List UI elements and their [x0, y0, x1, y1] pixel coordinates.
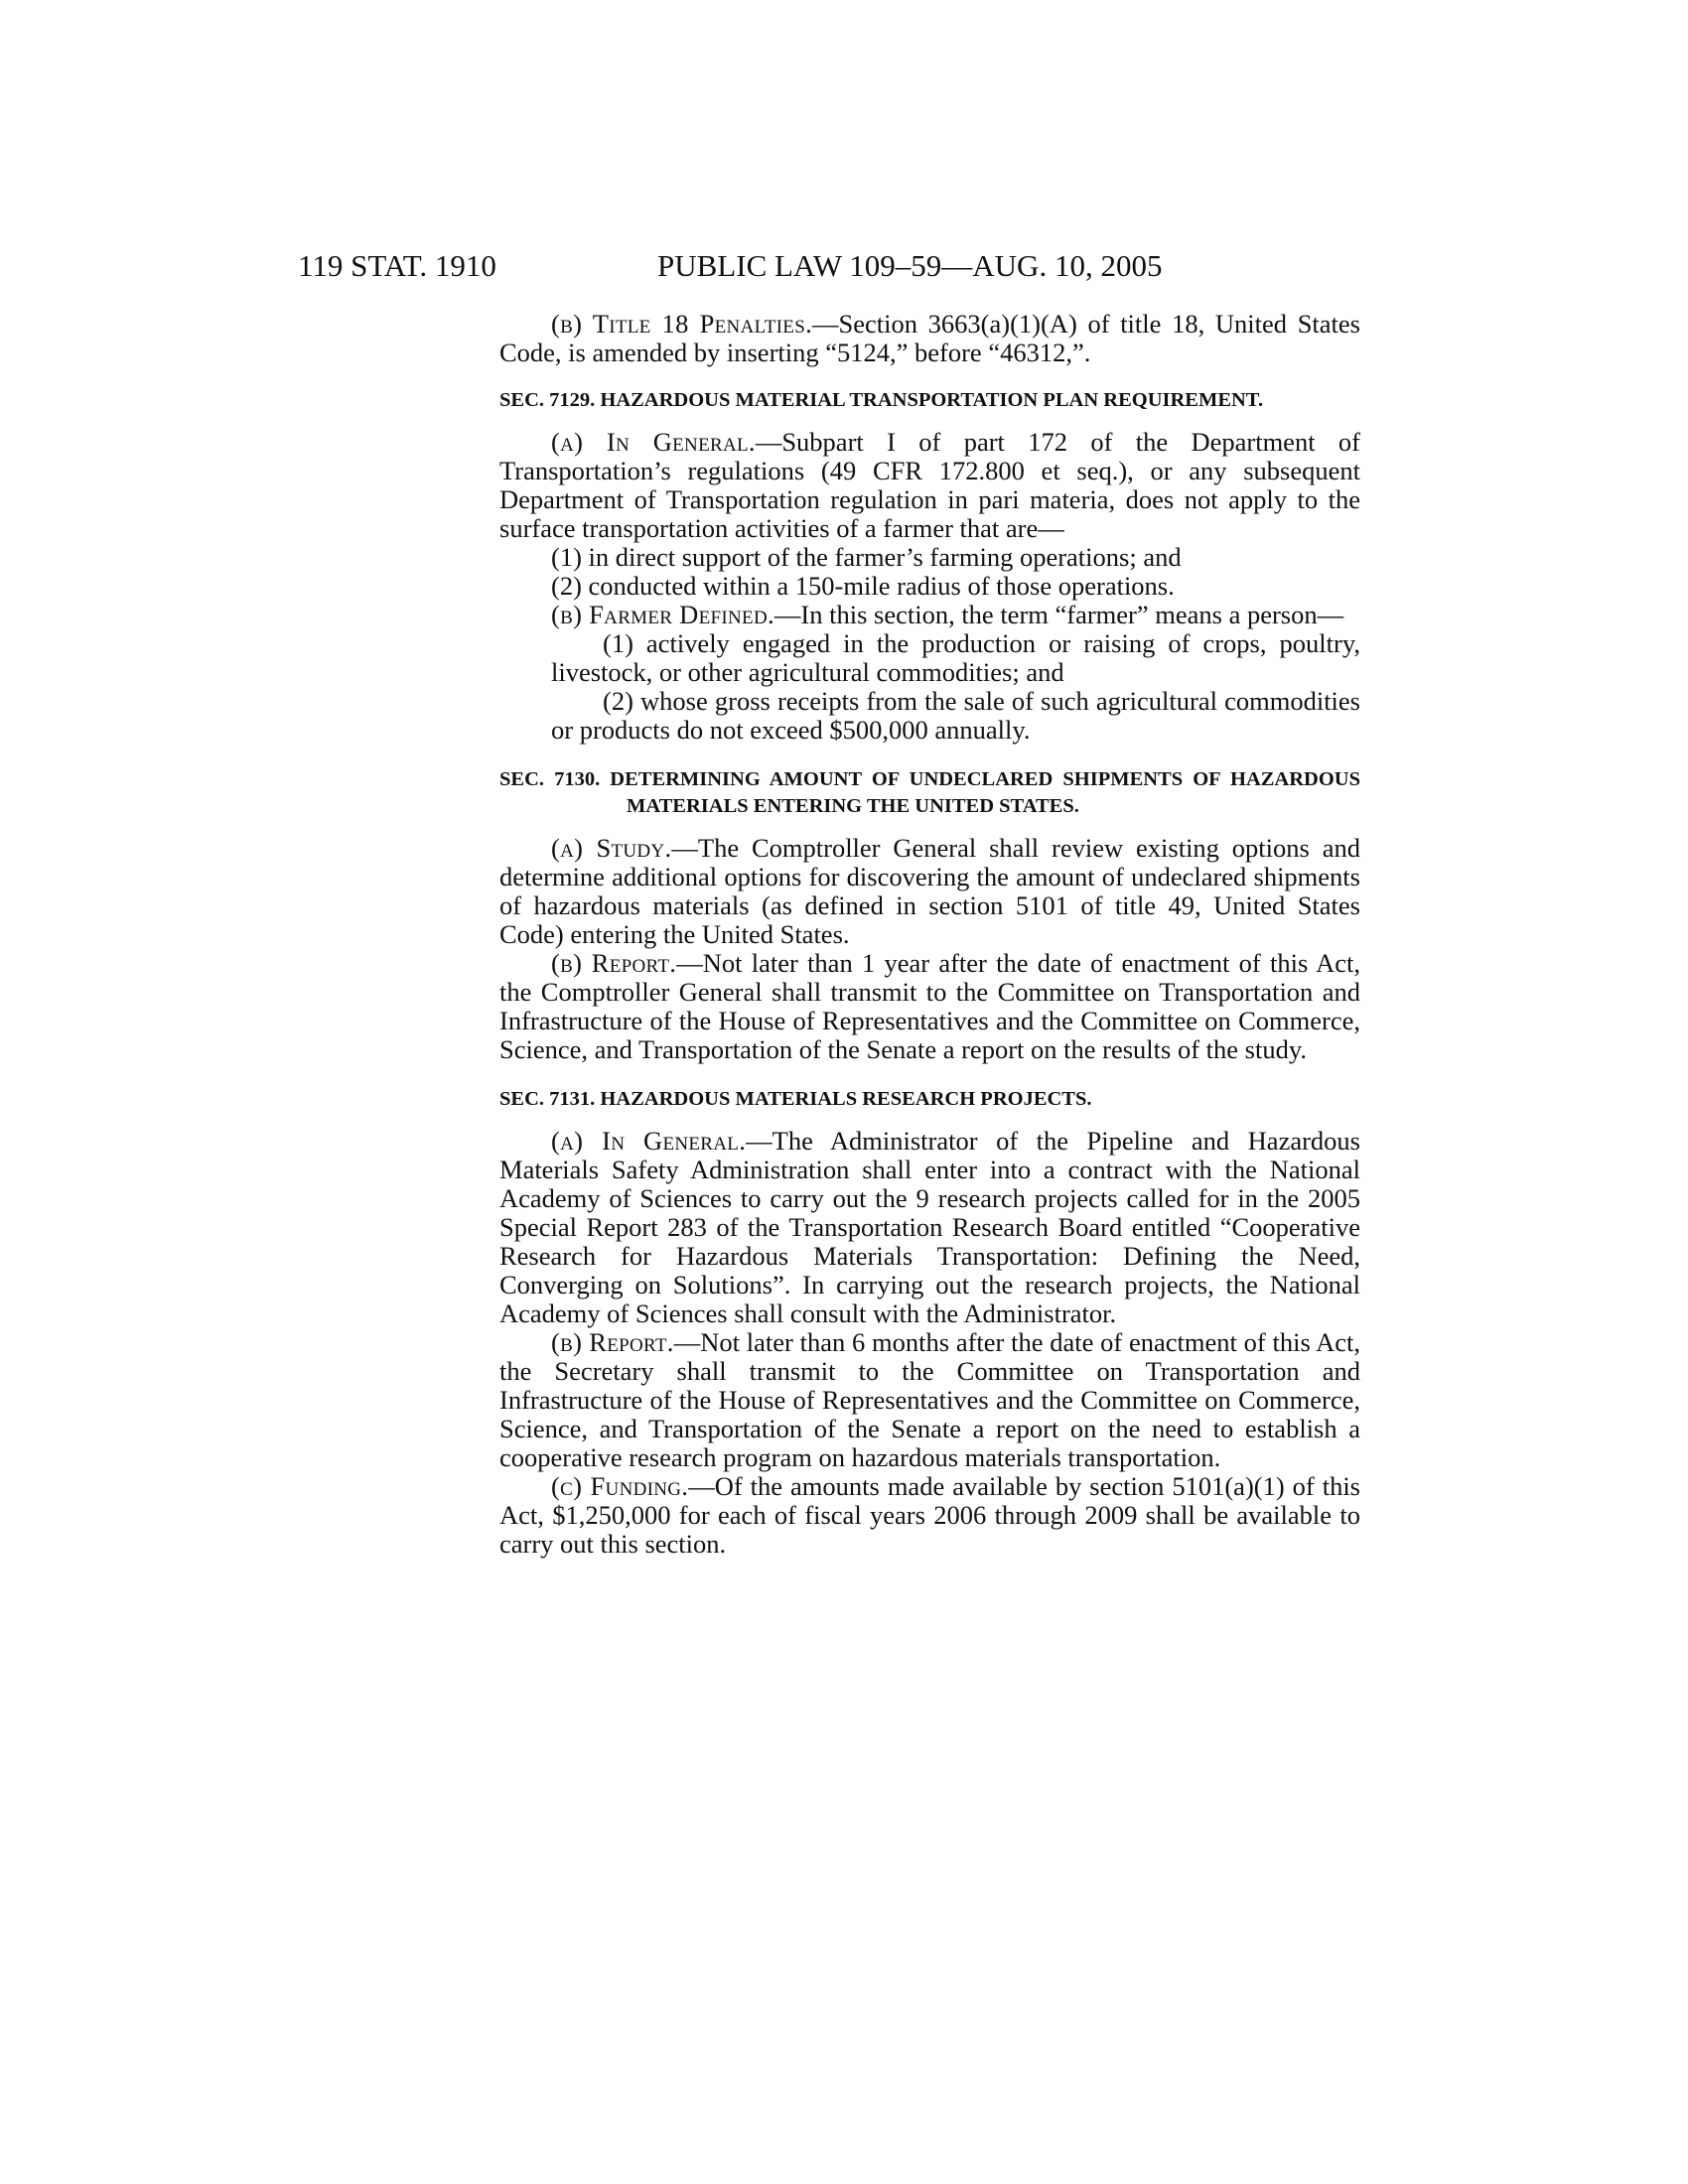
- section-heading-7129: SEC. 7129. HAZARDOUS MATERIAL TRANSPORTATION PLAN REQUIREMENT.: [499, 389, 1264, 411]
- subsection-heading: (b) Report.: [551, 948, 677, 978]
- subsection-text: —Not later than 1 year after the date of enactment of this Act, the Comptroller General shall transmit to the Committee on Transportation and Infrastructure of the House of Representatives and the Committee on Commerce, Science, and Transportation of the Senate a report on the results of the study.: [499, 948, 1360, 1064]
- paragraph-7131-a: [499, 1127, 1360, 1328]
- stat-citation: 119 STAT. 1910: [298, 248, 496, 283]
- list-item: (1) in direct support of the farmer’s farming operations; and: [551, 542, 1182, 572]
- section-heading-7131: SEC. 7131. HAZARDOUS MATERIALS RESEARCH PROJECTS.: [499, 1088, 1092, 1110]
- subsection-text: —Section 3663(a)(1)(A) of title 18, United States Code, is amended by inserting “5124,” before “46312,”.: [499, 309, 1360, 367]
- subsection-heading: (c) Funding.: [551, 1471, 689, 1501]
- subsection-heading: (a) In General.: [551, 427, 756, 457]
- section-heading-7130: SEC. 7130. DETERMINING AMOUNT OF UNDECLARED SHIPMENTS OF HAZARDOUS MATERIALS ENTERING THE UNITED STATES.: [499, 768, 1360, 817]
- subsection-heading: (a) Study.: [551, 833, 672, 863]
- subsection-text: —Not later than 6 months after the date of enactment of this Act, the Secretary shall transmit to the Committee on Transportation and Infrastructure of the House of Representatives and the Committee on Commerce, Science, and Transportation of the Senate a report on the need to establish a cooperative research program on hazardous materials transportation.: [499, 1327, 1360, 1472]
- subsection-heading: (a) In General.: [551, 1126, 747, 1156]
- subsection-text: —Of the amounts made available by section 5101(a)(1) of this Act, $1,250,000 for each of fiscal years 2006 through 2009 shall be available to carry out this section.: [499, 1471, 1360, 1559]
- document-body: [499, 310, 1360, 1559]
- subsection-text: —The Administrator of the Pipeline and Hazardous Materials Safety Administration shall enter into a contract with the National Academy of Sciences to carry out the 9 research projects called for in the 2005 Special Report 283 of the Transportation Research Board entitled “Cooperative Research for Hazardous Materials Transportation: Defining the Need, Converging on Solutions”. In carrying out the research projects, the National Academy of Sciences shall consult with the Administrator.: [499, 1126, 1360, 1328]
- list-item: (2) whose gross receipts from the sale of such agricultural commodities or products do not exceed $500,000 annually.: [551, 686, 1360, 745]
- subsection-text: —The Comptroller General shall review existing options and determine additional options for discovering the amount of undeclared shipments of hazardous materials (as defined in section 5101 of title 49, United States Code) entering the United States.: [499, 833, 1360, 949]
- paragraph-7129-b: [499, 601, 1360, 629]
- list-item: (1) actively engaged in the production or raising of crops, poultry, livestock, or other agricultural commodities; and: [551, 628, 1360, 687]
- paragraph-7129-a: [499, 428, 1360, 543]
- paragraph-7131-c: [499, 1472, 1360, 1559]
- page-header: [298, 246, 1529, 286]
- paragraph-7128-b: [499, 310, 1360, 367]
- paragraph-7130-a: [499, 834, 1360, 949]
- running-title: PUBLIC LAW 109–59—AUG. 10, 2005: [657, 248, 1163, 283]
- list-item: (2) conducted within a 150-mile radius of those operations.: [551, 571, 1175, 601]
- subsection-text: —Subpart I of part 172 of the Department of Transportation’s regulations (49 CFR 172.800 et seq.), or any subsequent Department of Transportation regulation in pari materia, does not apply to the surface transportation activities of a farmer that are—: [499, 427, 1360, 543]
- subsection-heading: (b) Report.: [551, 1327, 674, 1357]
- paragraph-7131-b: [499, 1328, 1360, 1472]
- subsection-heading: (b) Farmer Defined.: [551, 600, 774, 629]
- subsection-heading: (b) Title 18 Penalties.: [551, 309, 812, 339]
- paragraph-7130-b: [499, 949, 1360, 1064]
- subsection-text: —In this section, the term “farmer” means a person—: [774, 600, 1344, 629]
